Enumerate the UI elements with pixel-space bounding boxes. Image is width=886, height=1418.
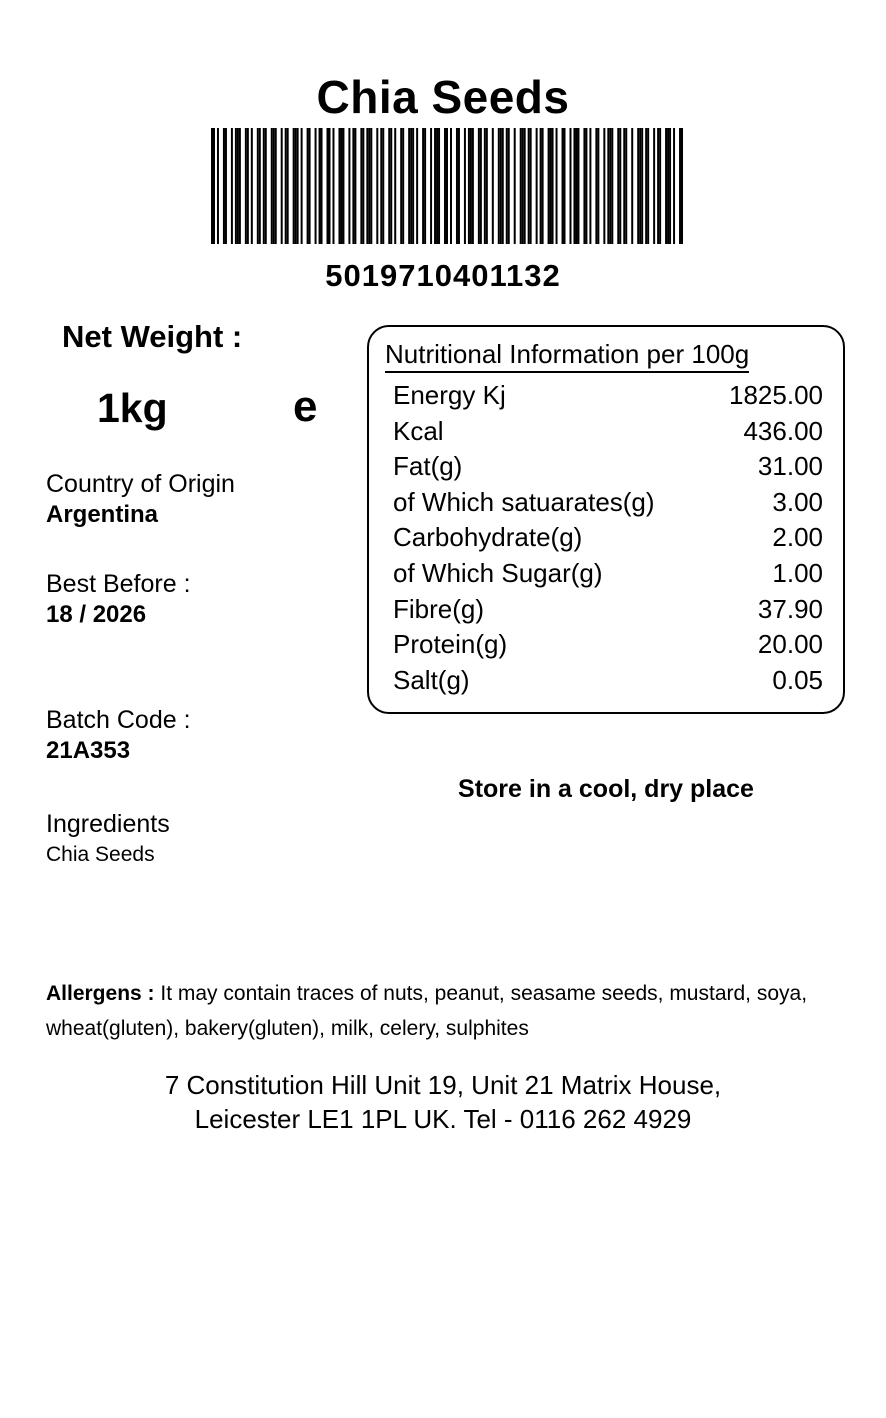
nutrition-row-name: Fibre(g) <box>393 593 485 624</box>
nutrition-row-value: 37.90 <box>757 593 823 624</box>
storage-note: Store in a cool, dry place <box>458 775 754 803</box>
nutrition-row <box>385 485 827 521</box>
nutrition-row <box>385 627 827 663</box>
nutrition-row-value: 31.00 <box>757 451 823 482</box>
nutrition-row <box>385 520 827 556</box>
best-before-block <box>46 568 356 631</box>
batch-code-value: 21A353 <box>46 737 131 764</box>
nutrition-row-name: of Which satuarates(g) <box>393 486 655 517</box>
allergens-text: It may contain traces of nuts, peanut, seasame seeds, mustard, soya, wheat(gluten), bakery(gluten), milk, celery, sulphites <box>46 982 808 1040</box>
nutrition-table <box>385 378 827 698</box>
nutrition-row <box>385 378 827 414</box>
nutrition-row <box>385 449 827 485</box>
nutrition-heading: Nutritional Information per 100g <box>385 339 749 373</box>
nutrition-row <box>385 556 827 592</box>
barcode-svg <box>211 128 685 244</box>
batch-code-block <box>46 704 356 767</box>
nutrition-row-name: Carbohydrate(g) <box>393 522 583 553</box>
ingredients-label: Ingredients <box>46 810 170 838</box>
barcode-number: 5019710401132 <box>325 258 561 293</box>
nutrition-row <box>385 592 827 628</box>
best-before-value: 18 / 2026 <box>46 601 147 628</box>
page-title: Chia Seeds <box>316 71 570 123</box>
batch-code-label: Batch Code : <box>46 706 191 734</box>
nutrition-row-value: 20.00 <box>757 629 823 660</box>
best-before-label: Best Before : <box>46 570 191 598</box>
company-address <box>0 1068 886 1137</box>
net-weight-label: Net Weight : <box>62 319 243 354</box>
nutrition-row <box>385 414 827 450</box>
country-of-origin-label: Country of Origin <box>46 470 235 498</box>
nutrition-row-name: Protein(g) <box>393 629 508 660</box>
nutrition-row-value: 1825.00 <box>729 380 823 410</box>
net-weight-value: 1kg <box>97 385 168 431</box>
nutrition-panel <box>367 325 845 714</box>
nutrition-row-value: 2.00 <box>772 522 823 553</box>
allergens-label: Allergens : <box>46 982 155 1005</box>
ingredients-block <box>46 810 356 867</box>
estimated-sign-icon: e <box>293 382 318 431</box>
nutrition-row-name: Energy Kj <box>393 380 506 410</box>
nutrition-row-value: 1.00 <box>772 558 823 589</box>
country-of-origin-block <box>46 468 356 531</box>
nutrition-row-name: Kcal <box>393 415 444 446</box>
barcode-image <box>211 128 685 244</box>
country-of-origin-value: Argentina <box>46 501 159 528</box>
ingredients-value: Chia Seeds <box>46 843 155 866</box>
nutrition-row-name: Salt(g) <box>393 664 470 695</box>
address-line-1: 7 Constitution Hill Unit 19, Unit 21 Matrix House, <box>164 1070 722 1100</box>
nutrition-row-value: 3.00 <box>772 486 823 517</box>
address-line-2: Leicester LE1 1PL UK. Tel - 0116 262 4929 <box>194 1104 692 1135</box>
nutrition-row-name: Fat(g) <box>393 451 463 482</box>
allergens-block <box>46 977 846 1046</box>
nutrition-row-name: of Which Sugar(g) <box>393 558 603 589</box>
nutrition-row-value: 0.05 <box>772 664 823 695</box>
nutrition-row-value: 436.00 <box>743 415 823 446</box>
nutrition-row <box>385 663 827 699</box>
